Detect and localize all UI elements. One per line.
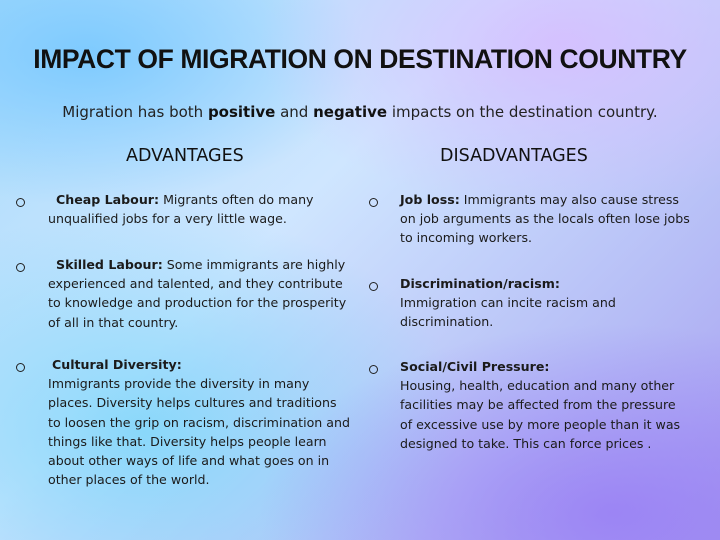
bullet-icon <box>369 282 378 291</box>
slide-title: IMPACT OF MIGRATION ON DESTINATION COUNTRY <box>33 44 687 74</box>
disadvantage-item-discrimination <box>400 274 670 332</box>
intro-negative: negative <box>313 103 388 121</box>
advantage-label: Skilled Labour: <box>56 257 163 272</box>
advantage-text: Migrants often do many unqualified jobs for a very little wage. <box>48 192 314 227</box>
intro-text <box>0 103 720 121</box>
bullet-icon <box>16 198 25 207</box>
advantage-item-cultural-diversity <box>48 355 352 489</box>
advantage-text: Some immigrants are highly experienced and talented, and they contribute to knowledge and production for the prosperity of all in that country. <box>48 257 347 330</box>
advantage-item-skilled-labour <box>48 255 356 332</box>
bullet-icon <box>369 365 378 374</box>
intro-positive: positive <box>207 103 276 121</box>
disadvantage-item-social-pressure <box>400 357 690 453</box>
intro-after: impacts on the destination country. <box>387 103 658 121</box>
disadvantage-label: Job loss: <box>400 192 460 207</box>
bullet-icon <box>16 363 25 372</box>
bullet-icon <box>369 198 378 207</box>
disadvantage-text: Immigration can incite racism and discrimination. <box>400 295 616 330</box>
advantages-heading: ADVANTAGES <box>126 146 244 166</box>
disadvantage-text: Housing, health, education and many other facilities may be affected from the pressure of excessive use by more people than it was designed to take. This can force prices . <box>400 378 681 451</box>
advantage-label: Cheap Labour: <box>56 192 160 207</box>
intro-before: Migration has both <box>62 103 208 121</box>
disadvantage-item-job-loss <box>400 190 690 248</box>
disadvantages-heading: DISADVANTAGES <box>440 146 588 166</box>
advantage-item-cheap-labour <box>48 190 348 228</box>
advantage-text: Immigrants provide the diversity in many places. Diversity helps cultures and traditions to loosen the grip on racism, discrimination and things like that. Diversity helps people learn about other ways of life and what goes on in other places of the world. <box>48 376 350 488</box>
disadvantage-text: Immigrants may also cause stress on job arguments as the locals often lose jobs to incoming workers. <box>400 192 690 246</box>
intro-middle: and <box>275 103 314 121</box>
disadvantage-label: Discrimination/racism: <box>400 276 560 291</box>
bullet-icon <box>16 263 25 272</box>
advantage-label: Cultural Diversity: <box>52 357 182 372</box>
disadvantage-label: Social/Civil Pressure: <box>400 359 550 374</box>
